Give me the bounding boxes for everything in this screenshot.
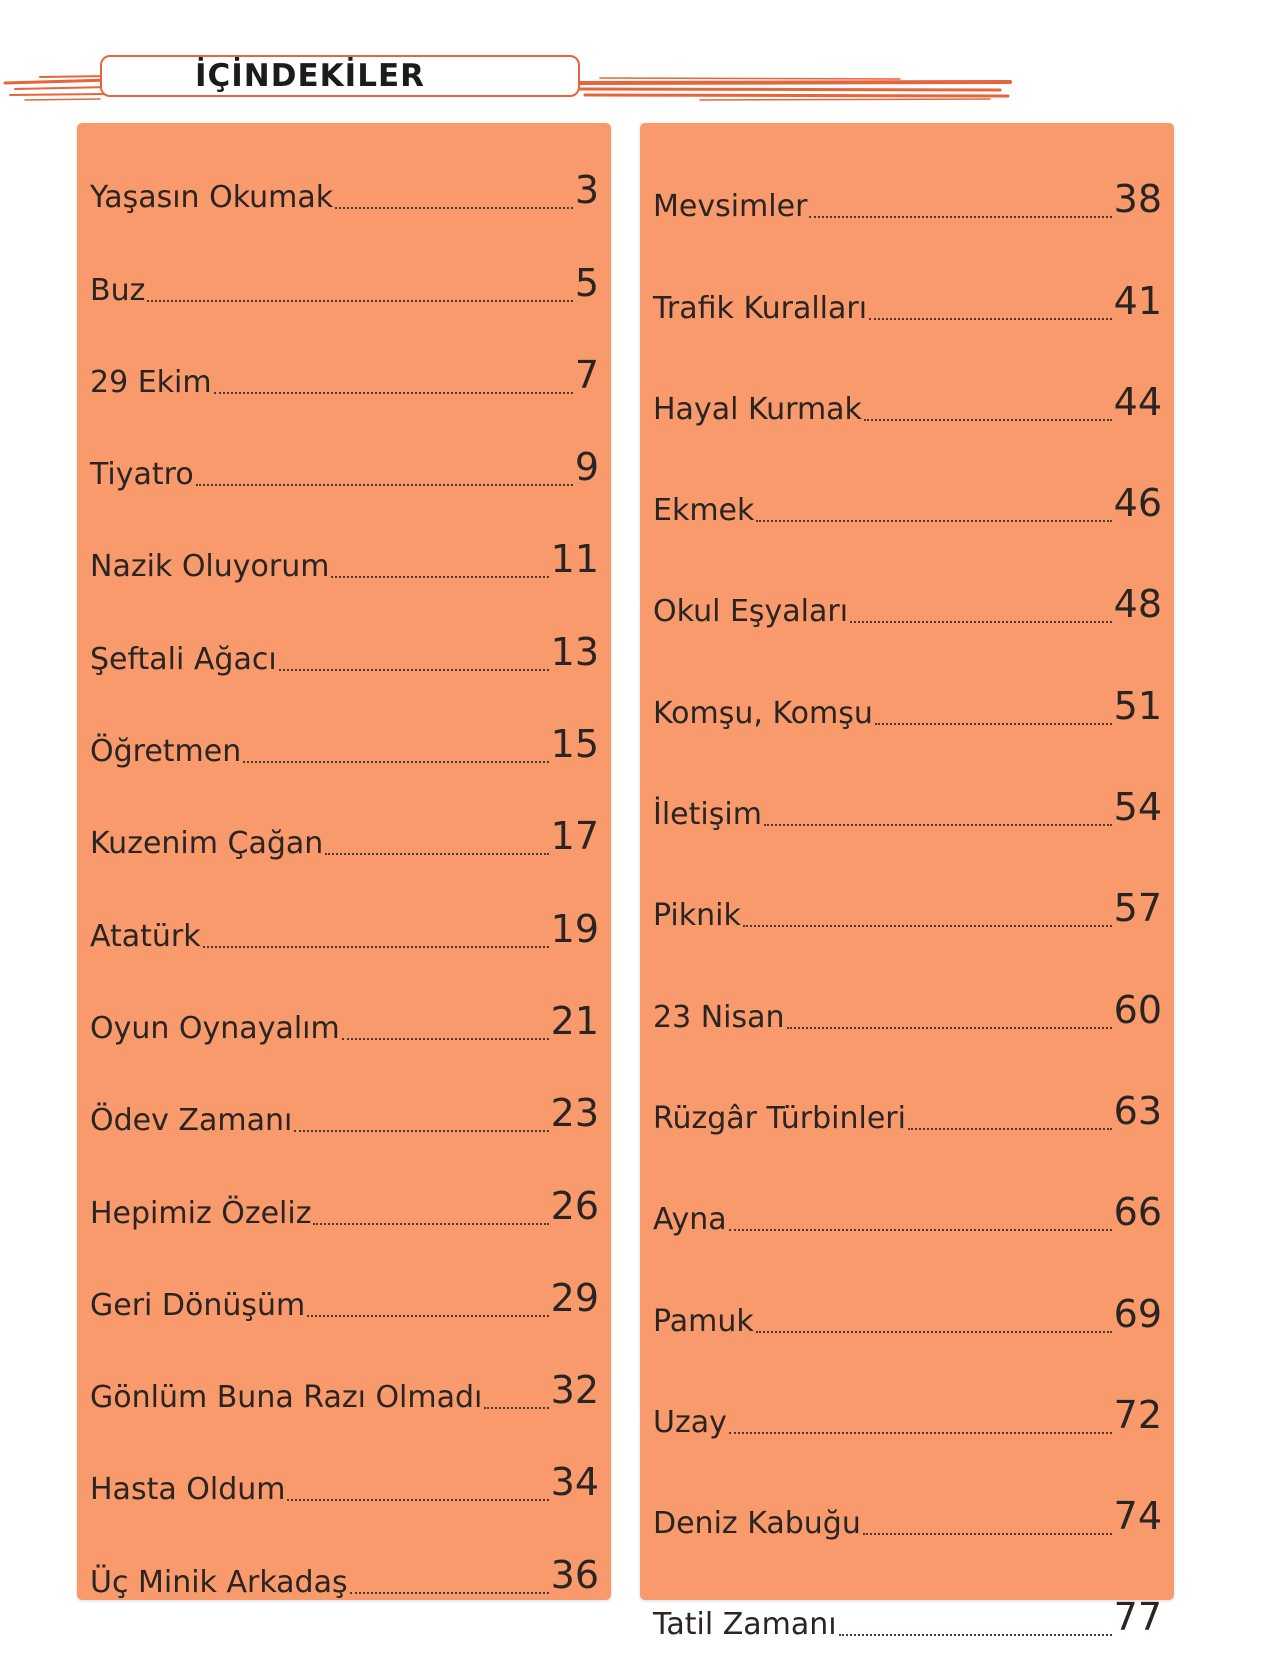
toc-entry[interactable]	[77, 681, 611, 773]
dot-leader	[484, 1406, 548, 1409]
toc-entry-title: Ayna	[653, 1202, 727, 1238]
dot-leader	[350, 1591, 549, 1594]
toc-entry-page-number: 44	[1113, 379, 1162, 424]
toc-entry-title: Gönlüm Buna Razı Olmadı	[90, 1380, 483, 1416]
dot-leader	[203, 945, 549, 948]
toc-entry-page-number: 15	[550, 722, 599, 767]
toc-entry-title: Geri Dönüşüm	[90, 1287, 306, 1323]
toc-entry[interactable]	[640, 1140, 1174, 1241]
dot-leader	[764, 823, 1112, 826]
dot-leader	[850, 620, 1112, 623]
toc-column-left	[77, 123, 611, 1600]
toc-entry[interactable]	[77, 865, 611, 957]
dot-leader	[729, 1431, 1112, 1434]
toc-entry-page-number: 54	[1113, 785, 1162, 830]
page-title: İÇİNDEKİLER	[194, 58, 426, 94]
toc-column-right	[640, 123, 1174, 1643]
toc-entry-page-number: 9	[574, 445, 599, 490]
toc-entry-page-number: 19	[550, 906, 599, 951]
toc-entry[interactable]	[77, 1050, 611, 1142]
toc-entry[interactable]	[77, 219, 611, 311]
dot-leader	[294, 1129, 548, 1132]
toc-entry-page-number: 57	[1113, 886, 1162, 931]
toc-entry-title: Pamuk	[653, 1303, 754, 1339]
dot-leader	[313, 1222, 548, 1225]
toc-entry-page-number: 74	[1113, 1494, 1162, 1539]
dot-leader	[756, 1330, 1112, 1333]
toc-entry-page-number: 5	[574, 260, 599, 305]
toc-entry[interactable]	[77, 773, 611, 865]
toc-entry-title: Buz	[90, 272, 146, 308]
dot-leader	[196, 483, 573, 486]
toc-entry-title: Okul Eşyaları	[653, 594, 849, 630]
toc-entry[interactable]	[640, 735, 1174, 836]
toc-entry-page-number: 26	[550, 1183, 599, 1228]
toc-entry[interactable]	[640, 1039, 1174, 1140]
toc-entry[interactable]	[640, 1241, 1174, 1342]
toc-entry-title: İletişim	[653, 797, 762, 833]
toc-entry[interactable]	[640, 937, 1174, 1038]
toc-entry-title: Şeftali Ağacı	[90, 641, 277, 677]
toc-entry-title: Hayal Kurmak	[653, 391, 862, 427]
toc-entry-page-number: 7	[574, 352, 599, 397]
toc-entry-title: Komşu, Komşu	[653, 695, 873, 731]
dot-leader	[147, 299, 572, 302]
dot-leader	[839, 1633, 1112, 1636]
toc-entry-page-number: 11	[550, 537, 599, 582]
toc-entry[interactable]	[77, 1235, 611, 1327]
toc-entry-title: Hepimiz Özeliz	[90, 1195, 312, 1231]
toc-entry-title: Rüzgâr Türbinleri	[653, 1100, 906, 1136]
toc-entry[interactable]	[77, 404, 611, 496]
dot-leader	[809, 215, 1111, 218]
toc-entry-page-number: 13	[550, 629, 599, 674]
toc-entry-page-number: 63	[1113, 1088, 1162, 1133]
toc-entry-title: Piknik	[653, 898, 741, 934]
toc-entry-title: Nazik Oluyorum	[90, 549, 330, 585]
toc-entry-title: Kuzenim Çağan	[90, 826, 324, 862]
toc-entry-title: Hasta Oldum	[90, 1472, 286, 1508]
toc-entry[interactable]	[77, 588, 611, 680]
toc-entry-page-number: 32	[550, 1368, 599, 1413]
dot-leader	[863, 1532, 1112, 1535]
toc-entry-page-number: 34	[550, 1460, 599, 1505]
toc-entry[interactable]	[77, 1419, 611, 1511]
toc-entry-page-number: 3	[574, 168, 599, 213]
toc-entry[interactable]	[77, 496, 611, 588]
dot-leader	[335, 206, 573, 209]
dot-leader	[331, 575, 548, 578]
dot-leader	[214, 391, 573, 394]
toc-entry-page-number: 23	[550, 1091, 599, 1136]
dot-leader	[729, 1228, 1112, 1231]
toc-entry-title: Ödev Zamanı	[90, 1103, 293, 1139]
toc-entry[interactable]	[77, 127, 611, 219]
dot-leader	[287, 1498, 548, 1501]
toc-entry-page-number: 51	[1113, 683, 1162, 728]
title-box	[100, 55, 580, 97]
toc-entry[interactable]	[640, 532, 1174, 633]
toc-entry-title: Oyun Oynayalım	[90, 1010, 340, 1046]
dot-leader	[864, 418, 1112, 421]
toc-entry[interactable]	[77, 1511, 611, 1603]
toc-entry[interactable]	[640, 836, 1174, 937]
toc-entry-page-number: 36	[550, 1552, 599, 1597]
toc-entry-title: Mevsimler	[653, 189, 808, 225]
toc-entry-title: 29 Ekim	[90, 364, 212, 400]
toc-entry-title: 23 Nisan	[653, 999, 785, 1035]
dot-leader	[756, 519, 1111, 522]
toc-entry[interactable]	[640, 1545, 1174, 1646]
toc-entry-title: Üç Minik Arkadaş	[90, 1564, 348, 1600]
toc-entry[interactable]	[640, 228, 1174, 329]
dot-leader	[875, 722, 1112, 725]
toc-entry-page-number: 41	[1113, 278, 1162, 323]
toc-entry-title: Uzay	[653, 1404, 727, 1440]
toc-entry[interactable]	[77, 958, 611, 1050]
toc-entry-title: Ekmek	[653, 493, 755, 529]
toc-entry-page-number: 48	[1113, 582, 1162, 627]
toc-entry-page-number: 46	[1113, 481, 1162, 526]
toc-entry-title: Tatil Zamanı	[653, 1607, 837, 1643]
dot-leader	[787, 1026, 1112, 1029]
toc-entry-page-number: 72	[1113, 1392, 1162, 1437]
dot-leader	[908, 1127, 1112, 1130]
toc-entry-page-number: 60	[1113, 987, 1162, 1032]
toc-entry[interactable]	[640, 1444, 1174, 1545]
toc-entry-page-number: 69	[1113, 1291, 1162, 1336]
toc-entry[interactable]	[640, 1343, 1174, 1444]
toc-entry[interactable]	[77, 312, 611, 404]
toc-entry-page-number: 21	[550, 998, 599, 1043]
toc-entry[interactable]	[640, 431, 1174, 532]
dot-leader	[869, 317, 1112, 320]
toc-entry[interactable]	[77, 1142, 611, 1234]
dot-leader	[307, 1314, 548, 1317]
dot-leader	[243, 760, 548, 763]
toc-entry-page-number: 38	[1113, 177, 1162, 222]
dot-leader	[279, 668, 549, 671]
toc-entry-page-number: 66	[1113, 1190, 1162, 1235]
toc-entry-title: Atatürk	[90, 918, 201, 954]
toc-entry-title: Tiyatro	[90, 457, 194, 493]
toc-entry[interactable]	[640, 127, 1174, 228]
toc-entry[interactable]	[77, 1327, 611, 1419]
toc-entry-title: Yaşasın Okumak	[90, 180, 334, 216]
toc-entry-title: Trafik Kuralları	[653, 290, 868, 326]
toc-entry-title: Deniz Kabuğu	[653, 1506, 861, 1542]
toc-entry-title: Öğretmen	[90, 734, 242, 770]
toc-entry-page-number: 77	[1113, 1595, 1162, 1640]
toc-entry[interactable]	[640, 633, 1174, 734]
dot-leader	[342, 1037, 549, 1040]
toc-entry-page-number: 17	[550, 814, 599, 859]
dot-leader	[325, 852, 548, 855]
dot-leader	[743, 924, 1112, 927]
toc-entry-page-number: 29	[550, 1275, 599, 1320]
toc-entry[interactable]	[640, 330, 1174, 431]
